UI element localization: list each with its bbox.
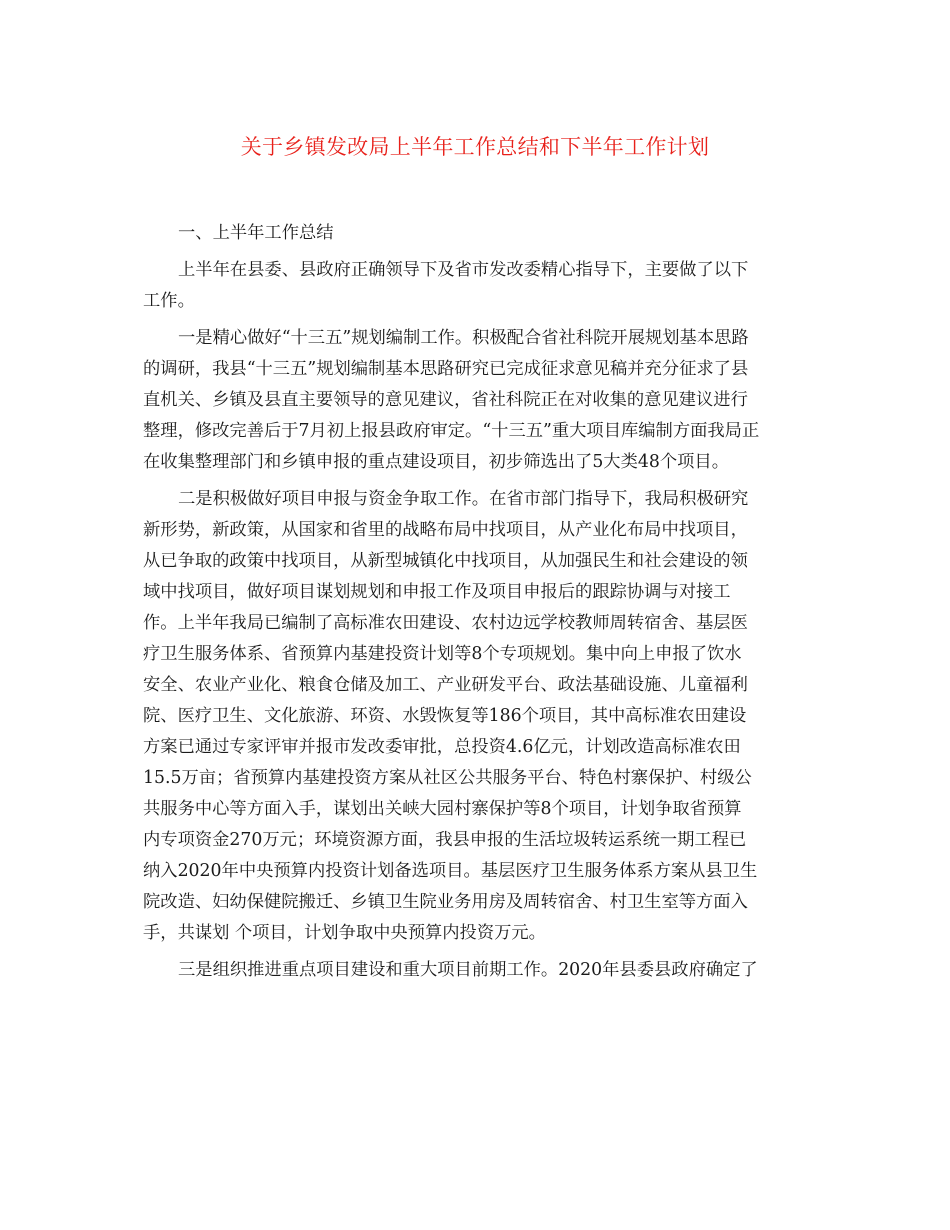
text-line: 手，共谋划 个项目，计划争取中央预算内投资万元。 — [143, 923, 546, 943]
text-line: 工作。 — [143, 291, 195, 311]
text-line: 一是精心做好“十三五”规划编制工作。积极配合省社科院开展规划基本思路 — [178, 328, 749, 348]
text-line: 域中找项目，做好项目谋划规划和申报工作及项目申报后的跟踪协调与对接工 — [143, 582, 731, 602]
text-line: 院、医疗卫生、文化旅游、环资、水毁恢复等186个项目，其中高标准农田建设 — [143, 706, 747, 726]
text-line: 院改造、妇幼保健院搬迁、乡镇卫生院业务用房及周转宿舍、村卫生室等方面入 — [143, 892, 748, 912]
text-line: 疗卫生服务体系、省预算内基建投资计划等8个专项规划。集中向上申报了饮水 — [143, 644, 742, 664]
text-line: 上半年在县委、县政府正确领导下及省市发改委精心指导下，主要做了以下 — [178, 260, 749, 280]
text-line: 安全、农业产业化、粮食仓储及加工、产业研发平台、政法基础设施、儿童福利 — [143, 675, 748, 695]
text-line: 二是积极做好项目申报与资金争取工作。在省市部门指导下，我局积极研究 — [178, 489, 749, 509]
text-line: 纳入2020年中央预算内投资计划备选项目。基层医疗卫生服务体系方案从县卫生 — [143, 861, 758, 881]
text-line: 作。上半年我局已编制了高标准农田建设、农村边远学校教师周转宿舍、基层医 — [143, 613, 748, 633]
text-line: 共服务中心等方面入手，谋划出关峡大园村寨保护等8个项目，计划争取省预算 — [143, 799, 742, 819]
text-line: 的调研，我县“十三五”规划编制基本思路研究已完成征求意见稿并充分征求了县 — [143, 359, 749, 379]
text-line: 在收集整理部门和乡镇申报的重点建设项目，初步筛选出了5大类48个项目。 — [143, 452, 729, 472]
text-line: 整理，修改完善后于7月初上报县政府审定。“十三五”重大项目库编制方面我局正 — [143, 421, 760, 441]
text-line: 内专项资金270万元；环境资源方面，我县申报的生活垃圾转运系统一期工程已 — [143, 830, 747, 850]
text-line: 15.5万亩；省预算内基建投资方案从社区公共服务平台、特色村寨保护、村级公 — [143, 768, 752, 788]
text-line: 一、上半年工作总结 — [178, 223, 334, 243]
text-line: 直机关、乡镇及县直主要领导的意见建议，省社科院正在对收集的意见建议进行 — [143, 390, 748, 410]
document-body — [143, 218, 811, 986]
text-line: 方案已通过专家评审并报市发改委审批，总投资4.6亿元，计划改造高标准农田 — [143, 737, 741, 757]
text-line: 新形势，新政策，从国家和省里的战略布局中找项目，从产业化布局中找项目， — [143, 520, 748, 540]
text-line: 从已争取的政策中找项目，从新型城镇化中找项目，从加强民生和社会建设的领 — [143, 551, 748, 571]
document-title: 关于乡镇发改局上半年工作总结和下半年工作计划 — [240, 135, 710, 159]
text-line: 三是组织推进重点项目建设和重大项目前期工作。2020年县委县政府确定了 — [178, 960, 758, 980]
